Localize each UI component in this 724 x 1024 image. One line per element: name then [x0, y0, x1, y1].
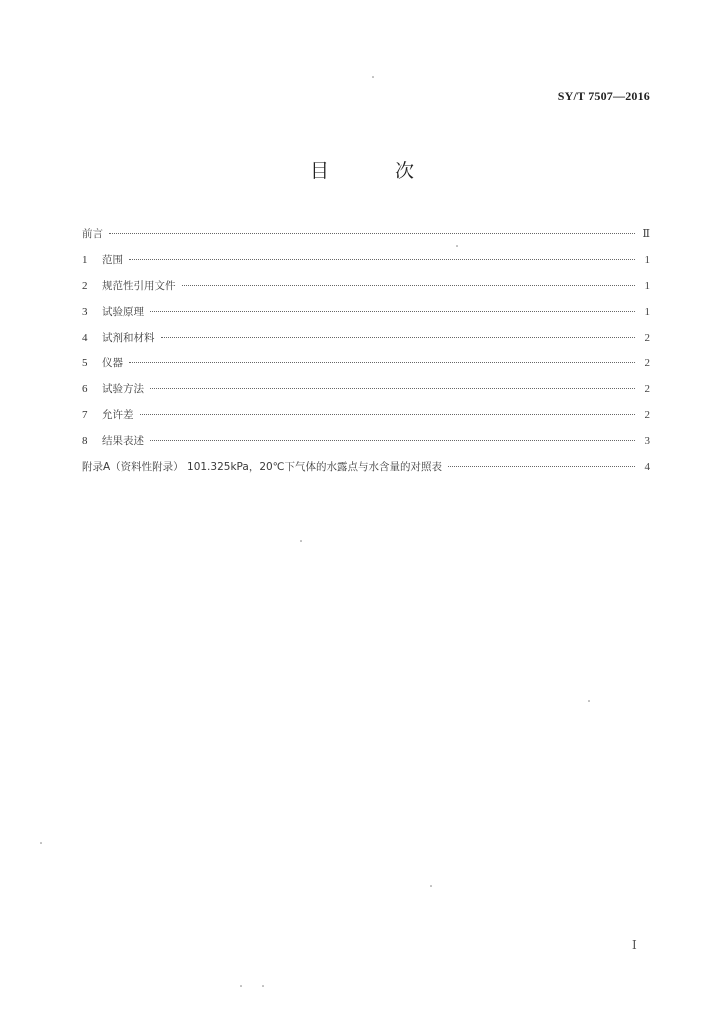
scan-speck: [300, 540, 302, 542]
leader-dots: [129, 258, 635, 260]
toc-entry-number: 6: [82, 383, 88, 396]
toc-entry-label: 试剂和材料: [102, 331, 155, 344]
toc-entry-number: 1: [82, 253, 88, 266]
scan-speck: [40, 842, 42, 844]
toc-entry-page: Ⅱ: [642, 228, 650, 240]
page-number: Ⅰ: [632, 938, 637, 952]
toc-entry-6[interactable]: [82, 381, 650, 407]
toc-entry-number: 5: [82, 357, 88, 370]
scan-speck: [240, 985, 242, 987]
toc-entry-4[interactable]: [82, 330, 650, 356]
table-of-contents: [82, 226, 650, 485]
scan-speck: [456, 245, 458, 247]
toc-entry-appendix-a[interactable]: [82, 459, 650, 485]
toc-entry-page: 2: [644, 357, 650, 370]
toc-entry-label: 结果表述: [102, 435, 144, 448]
toc-entry-number: 8: [82, 435, 88, 448]
toc-entry-label: 前言: [82, 228, 103, 240]
toc-entry-label: 规范性引用文件: [102, 279, 176, 292]
toc-entry-page: 1: [644, 253, 650, 266]
toc-entry-2[interactable]: [82, 278, 650, 304]
leader-dots: [150, 439, 635, 441]
toc-entry-number: 7: [82, 409, 88, 422]
toc-entry-number: 4: [82, 331, 88, 344]
toc-entry-number: 3: [82, 305, 88, 318]
scan-speck: [588, 700, 590, 702]
toc-entry-label: 范围: [102, 253, 123, 266]
scan-speck: [430, 885, 432, 887]
toc-title: 目 次: [309, 160, 445, 182]
toc-entry-7[interactable]: [82, 407, 650, 433]
scan-speck: [372, 76, 374, 78]
scan-speck: [262, 985, 264, 987]
toc-entry-page: 3: [644, 435, 650, 448]
toc-entry-label: 试验原理: [102, 305, 144, 318]
leader-dots: [182, 284, 636, 286]
toc-entry-1[interactable]: [82, 252, 650, 278]
leader-dots: [129, 361, 635, 363]
toc-entry-page: 4: [644, 461, 650, 474]
leader-dots: [448, 465, 635, 467]
leader-dots: [150, 310, 635, 312]
toc-entry-label: 附录A（资料性附录） 101.325kPa，20℃下气体的水露点与水含量的对照表: [82, 461, 442, 474]
toc-entry-page: 2: [644, 383, 650, 396]
toc-entry-page: 2: [644, 409, 650, 422]
toc-entry-page: 2: [644, 331, 650, 344]
toc-entry-foreword[interactable]: [82, 226, 650, 252]
toc-entry-label: 允许差: [102, 409, 134, 422]
leader-dots: [109, 232, 635, 234]
standard-code: SY/T 7507—2016: [557, 89, 650, 103]
toc-entry-page: 1: [644, 305, 650, 318]
toc-entry-label: 仪器: [102, 357, 123, 370]
leader-dots: [161, 336, 636, 338]
leader-dots: [150, 387, 635, 389]
toc-entry-5[interactable]: [82, 355, 650, 381]
toc-entry-3[interactable]: [82, 304, 650, 330]
toc-entry-label: 试验方法: [102, 383, 144, 396]
leader-dots: [140, 413, 636, 415]
toc-entry-page: 1: [644, 279, 650, 292]
toc-entry-8[interactable]: [82, 433, 650, 459]
toc-entry-number: 2: [82, 279, 88, 292]
